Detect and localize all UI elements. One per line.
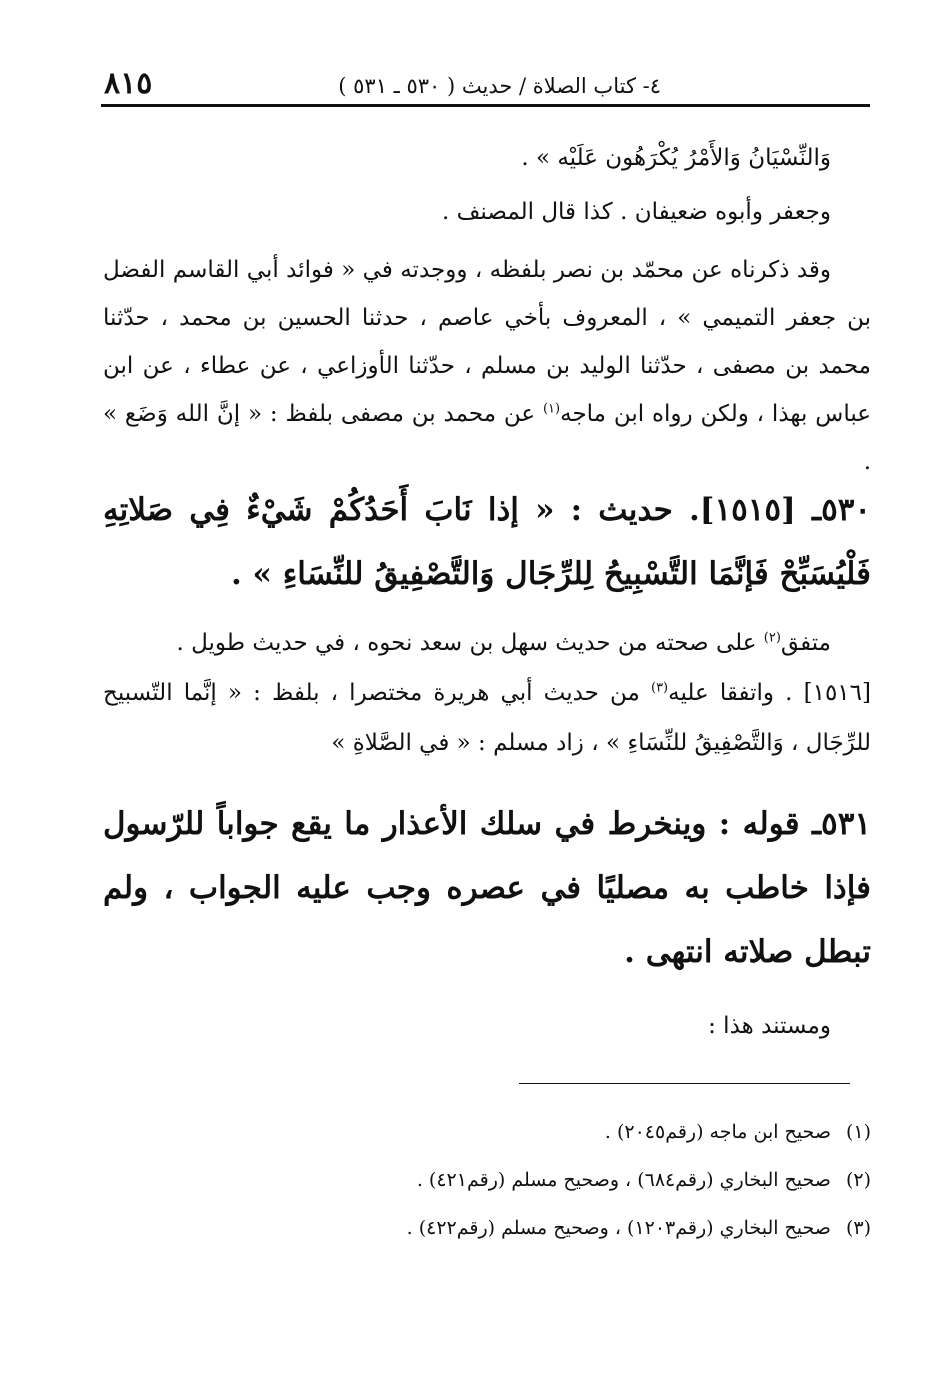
paragraph-text: وَالنِّسْيَانُ وَالأَمْرُ يُكْرَهُون عَلَيْه » . [521,145,831,171]
paragraph-agreed [103,618,871,668]
footnote-ref-2[interactable]: (٢) [763,630,781,646]
paragraph-text: [١٥١٦] . واتفقا عليه [668,680,871,706]
paragraph-quote-end [111,138,871,179]
paragraph-weak-narrators [111,192,871,233]
paragraph-text: وقد ذكرناه عن محمّد بن نصر بلفظه ، ووجدته في « فوائد أبي القاسم الفضل بن جعفر التميمي » ، المعروف بأخي عاصم ، حدثنا الحسين بن محمد ، حدّثنا محمد بن مصفى ، حدّثنا الوليد بن مسلم ، حدّثنا الأوزاعي ، عن عطاء ، عن ابن عباس بهذا ، ولكن رواه ابن ماجه [103,257,871,427]
footnote-number: (٢) [845,1169,871,1191]
hadith-530-heading [103,478,871,606]
footnote-1 [91,1108,871,1156]
footnote-number: (١) [845,1121,871,1143]
paragraph-basis [103,1006,871,1047]
footnotes [91,1108,871,1252]
footnote-separator [519,1083,850,1084]
hadith-text: « إذا نَابَ أَحَدُكُمْ شَيْءٌ فِي صَلاتِهِ فَلْيُسَبِّحْ فَإنَّمَا التَّسْبِيحُ لِلرِّجَال وَالتَّصْفِيقُ للنِّسَاءِ » . [103,492,871,592]
footnote-text: صحيح البخاري (رقم١٢٠٣) ، وصحيح مسلم (رقم٤٢٢) . [406,1217,831,1239]
hadith-text: وينخرط في سلك الأعذار ما يقع جواباً للرّسول فإذا خاطب به مصليًا في عصره وجب عليه الجواب ، ولم تبطل صلاته انتهى . [103,806,871,970]
paragraph-text: عن محمد بن مصفى بلفظ : « إنَّ الله وَضَع » . [103,401,871,475]
footnote-text: صحيح ابن ماجه (رقم٢٠٤٥) . [604,1121,831,1143]
header-rule [101,104,870,107]
paragraph-text: وجعفر وأبوه ضعيفان . كذا قال المصنف . [442,199,831,225]
footnote-2 [91,1156,871,1204]
paragraph-text: على صحته من حديث سهل بن سعد نحوه ، في حديث طويل . [176,630,764,656]
paragraph-sources [103,246,871,486]
hadith-number: ٥٣٠ـ [١٥١٥]. حديث : [570,492,872,528]
footnote-3 [91,1204,871,1252]
footnote-number: (٣) [845,1217,871,1239]
footnote-ref-3[interactable]: (٣) [650,680,669,696]
footnote-ref-1[interactable]: (١) [542,401,561,417]
paragraph-text: متفق [780,630,831,656]
paragraph-text: ومستند هذا : [708,1013,831,1039]
paragraph-abu-hurayra [103,668,871,768]
paragraph-text: من حديث أبي هريرة مختصرا ، بلفظ : « إنَّما التّسبيح للرِّجَال ، وَالتَّصْفِيقُ للنِّسَاءِ » ، زاد مسلم : « في الصَّلاةِ » [103,680,871,756]
hadith-531-heading [103,792,871,984]
hadith-number: ٥٣١ـ قوله : [718,806,871,842]
footnote-text: صحيح البخاري (رقم٦٨٤) ، وصحيح مسلم (رقم٤٢١) . [416,1169,831,1191]
running-title: ٤- كتاب الصلاة / حديث ( ٥٣٠ ـ ٥٣١ ) [338,74,661,98]
page-number: ٨١٥ [104,66,153,101]
